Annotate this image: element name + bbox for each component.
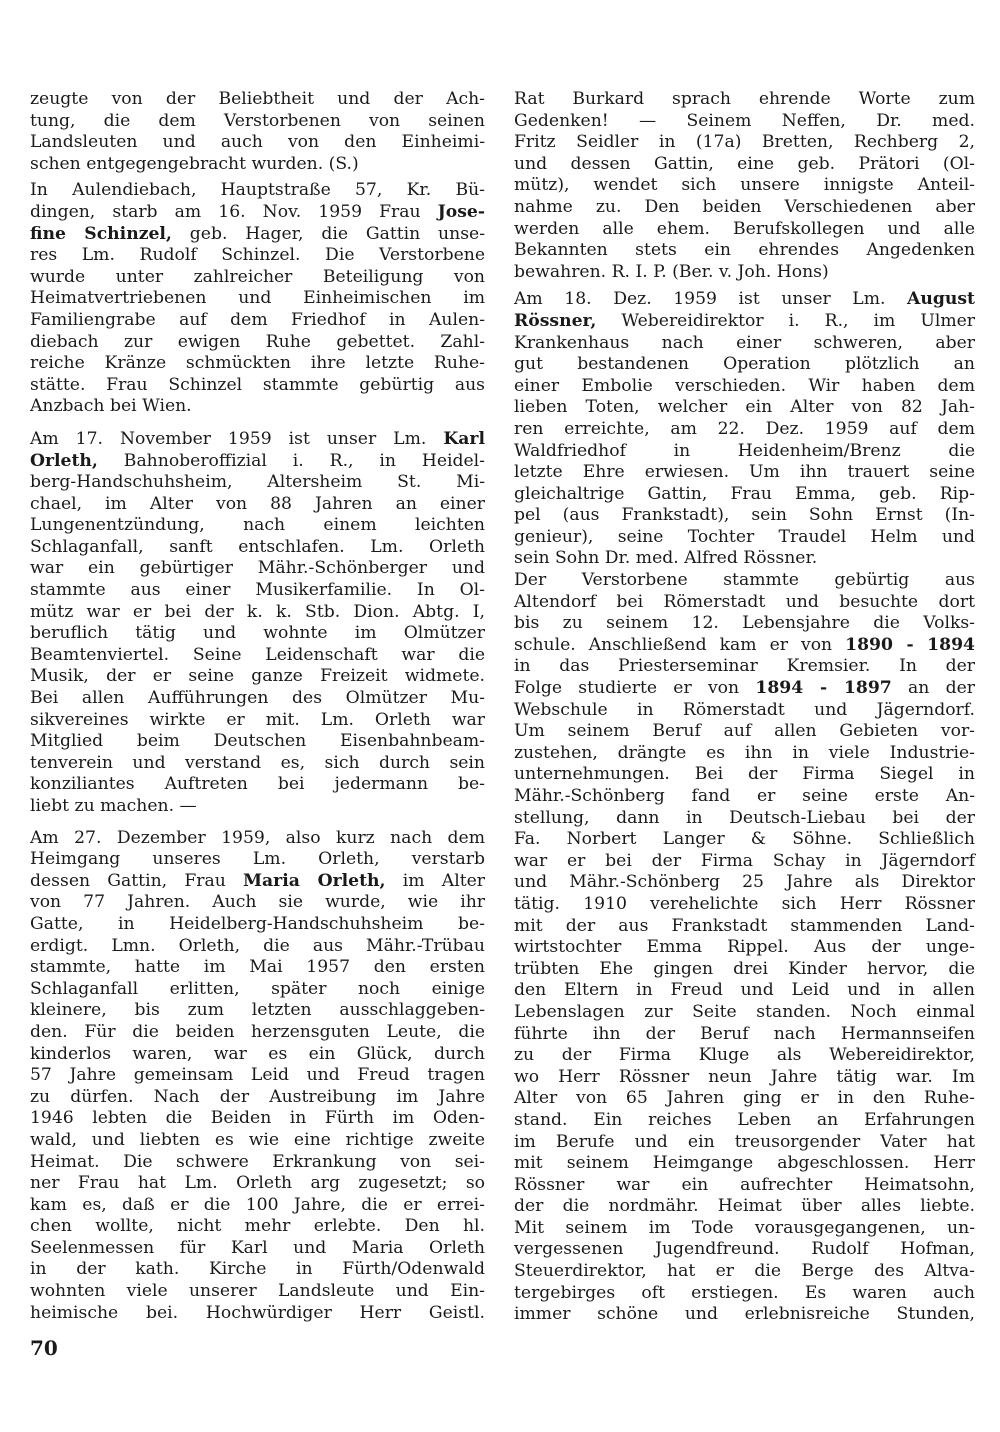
text-line: chen wollte, nicht mehr erlebte. Den hl. (30, 1216, 485, 1237)
text-line: Bei allen Aufführungen des Olmützer Mu- (30, 688, 485, 709)
text-line: tergebirges oft erstiegen. Es waren auch (514, 1282, 975, 1303)
text-line: stammte, hatte im Mai 1957 den ersten (30, 957, 485, 978)
text-line: von 77 Jahren. Auch sie wurde, wie ihr (30, 892, 485, 913)
text-line: tenverein und verstand es, sich durch sein (30, 752, 485, 773)
text-line: sein Sohn Dr. med. Alfred Rössner. (514, 548, 818, 569)
text-line: Lebenslagen zur Seite standen. Noch einmal (514, 1001, 975, 1022)
obituary-paragraph (30, 89, 485, 175)
text-line: vergessenen Jugendfreund. Rudolf Hofman, (514, 1239, 975, 1260)
text-line: war ein gebürtiger Mähr.-Schönberger und (30, 558, 485, 579)
text-line: unternehmungen. Bei der Firma Siegel in (514, 764, 975, 785)
left-column (30, 89, 485, 1324)
text-line: berg-Handschuhsheim, Altersheim St. Mi- (30, 472, 485, 493)
text-line: trübten Ehe gingen drei Kinder hervor, die (514, 958, 975, 979)
text-line: In Aulendiebach, Hauptstraße 57, Kr. Bü- (30, 180, 485, 201)
text-line: beruflich tätig und wohnte im Olmützer (30, 623, 485, 644)
text-line: führte ihn der Beruf nach Hermannseifen (514, 1023, 975, 1044)
obituary-paragraph (30, 828, 485, 1325)
text-line: Der Verstorbene stammte gebürtig aus (514, 570, 975, 591)
text-line: Waldfriedhof in Heidenheim/Brenz die (514, 440, 975, 461)
text-line: werden alle ehem. Berufskollegen und alle (514, 218, 975, 239)
text-line: immer schöne und erlebnisreiche Stunden, (514, 1304, 975, 1325)
text-line: und Mähr.-Schönberg 25 Jahre als Direktor (514, 872, 975, 893)
text-line: Am 17. November 1959 ist unser Lm. Karl (30, 428, 485, 449)
text-line: konziliantes Auftreten bei jedermann be- (30, 774, 485, 795)
text-line: mütz war er bei der k. k. Stb. Dion. Abtg. I, (30, 601, 485, 622)
text-line: Lungenentzündung, nach einem leichten (30, 515, 485, 536)
text-line: Mit seinem im Tode vorausgegangenen, un- (514, 1217, 975, 1238)
bold-name: 1894 - 1897 (755, 678, 892, 699)
text-line: in der kath. Kirche in Fürth/Odenwald (30, 1259, 485, 1280)
text-line: Anzbach bei Wien. (30, 396, 192, 417)
text-line: Landsleuten und auch von den Einheimi- (30, 132, 485, 153)
obituary-paragraph (30, 429, 485, 818)
text-line: mit der aus Frankstadt stammenden Land- (514, 915, 975, 936)
text-line: reiche Kränze schmückten ihre letzte Ruhe- (30, 353, 485, 374)
text-line: res Lm. Rudolf Schinzel. Die Verstorbene (30, 245, 485, 266)
text-line: Heimat. Die schwere Erkrankung von sei- (30, 1151, 485, 1172)
text-line: diebach zur ewigen Ruhe gebettet. Zahl- (30, 331, 485, 352)
text-line: Mähr.-Schönberg fand er seine erste An- (514, 786, 975, 806)
text-line: den. Für die beiden herzensguten Leute, die (30, 1021, 485, 1042)
text-line: Am 18. Dez. 1959 ist unser Lm. August (514, 289, 975, 310)
obituary-paragraph (514, 89, 975, 283)
page-number: 70 (30, 1336, 58, 1360)
text-line: Schlaganfall, sanft entschlafen. Lm. Orleth (30, 536, 485, 557)
text-line: liebt zu machen. — (30, 796, 197, 816)
text-line: Rössner, Webereidirektor i. R., im Ulmer (514, 310, 975, 331)
text-line: zeugte von der Beliebtheit und der Ach- (30, 89, 485, 109)
text-line: stand. Ein reiches Leben an Erfahrungen (514, 1109, 975, 1130)
text-line: tätig. 1910 verehelichte sich Herr Rössner (514, 893, 975, 914)
text-line: der die nordmähr. Heimat über alles liebte. (514, 1196, 975, 1217)
text-line: kinderlos waren, war es ein Glück, durch (30, 1043, 485, 1064)
text-line: Gedenken! — Seinem Neffen, Dr. med. (514, 110, 975, 131)
text-line: dingen, starb am 16. Nov. 1959 Frau Jose- (30, 201, 485, 222)
text-line: heimische bei. Hochwürdiger Herr Geistl. (30, 1302, 485, 1323)
text-line: zustehen, drängte es ihn in viele Industrie- (514, 742, 975, 763)
text-line: Schlaganfall erlitten, später noch einige (30, 978, 485, 999)
text-line: pel (aus Frankstadt), sein Sohn Ernst (In- (514, 505, 975, 526)
bold-name: Maria Orleth, (243, 870, 386, 891)
text-line: stätte. Frau Schinzel stammte gebürtig aus (30, 374, 485, 395)
text-line: wald, und liebten es wie eine richtige zweite (30, 1129, 485, 1150)
text-line: dessen Gattin, Frau Maria Orleth, im Alter (30, 870, 485, 891)
text-line: stammte aus einer Musikerfamilie. In Ol- (30, 580, 485, 601)
text-line: Folge studierte er von 1894 - 1897 an der (514, 678, 975, 699)
text-line: 1946 lebten die Beiden in Fürth im Oden- (30, 1108, 485, 1129)
text-line: zu der Firma Kluge als Webereidirektor, (514, 1045, 975, 1066)
obituary-paragraph (514, 289, 975, 570)
bold-name: Karl (443, 428, 485, 449)
text-line: erdigt. Lmn. Orleth, die aus Mähr.-Trübau (30, 935, 485, 956)
text-line: letzte Ehre erwiesen. Um ihn trauert seine (514, 462, 975, 483)
text-line: wo Herr Rössner neun Jahre tätig war. Im (514, 1066, 975, 1087)
obituary-paragraph (30, 180, 485, 418)
text-line: Fa. Norbert Langer & Söhne. Schließlich (514, 829, 975, 850)
text-line: bis zu seinem 12. Lebensjahre die Volks- (514, 613, 975, 634)
text-line: sikvereines wirkte er mit. Lm. Orleth war (30, 709, 485, 730)
text-line: einer Embolie verschieden. Wir haben dem (514, 375, 975, 396)
text-line: lieben Toten, welcher ein Alter von 82 Jah- (514, 397, 975, 418)
bold-name: Orleth, (30, 450, 98, 471)
text-line: mütz), wendet sich unsere innigste Anteil- (514, 175, 975, 196)
bold-name: fine Schinzel, (30, 223, 172, 244)
text-line: gut bestandenen Operation plötzlich an (514, 354, 975, 375)
text-line: genieur), seine Tochter Traudel Helm und (514, 526, 975, 547)
text-line: und dessen Gattin, eine geb. Prätori (Ol- (514, 153, 975, 174)
bold-name: Rössner, (514, 310, 597, 331)
text-line: den Eltern in Freud und Leid und in allen (514, 980, 975, 1001)
text-line: wurde unter zahlreicher Beteiligung von (30, 266, 485, 287)
text-line: Rat Burkard sprach ehrende Worte zum (514, 89, 975, 109)
text-line: Heimatvertriebenen und Einheimischen im (30, 288, 485, 309)
text-line: zu dürfen. Nach der Austreibung im Jahre (30, 1086, 485, 1107)
text-line: Bekannten stets ein ehrendes Angedenken (514, 240, 975, 261)
text-line: kleinere, bis zum letzten ausschlaggeben- (30, 1000, 485, 1021)
text-line: Webschule in Römerstadt und Jägerndorf. (514, 699, 975, 720)
text-line: Mitglied beim Deutschen Eisenbahnbeam- (30, 731, 485, 752)
text-line: in das Priesterseminar Kremsier. In der (514, 656, 975, 677)
text-line: wohnten viele unserer Landsleute und Ein- (30, 1281, 485, 1302)
text-line: Orleth, Bahnoberoffizial i. R., in Heidel- (30, 450, 485, 471)
text-line: Beamtenviertel. Seine Leidenschaft war die (30, 644, 485, 665)
text-line: kam es, daß er die 100 Jahre, die er errei- (30, 1194, 485, 1215)
text-line: schule. Anschließend kam er von 1890 - 1894 (514, 634, 975, 655)
text-line: nahme zu. Den beiden Verschiedenen aber (514, 196, 975, 217)
text-line: Fritz Seidler in (17a) Bretten, Rechberg 2, (514, 132, 975, 153)
text-line: Musik, der er seine ganze Freizeit widmete. (30, 666, 485, 687)
text-line: im Berufe und ein treusorgender Vater hat (514, 1131, 975, 1152)
text-line: chael, im Alter von 88 Jahren an einer (30, 493, 485, 514)
text-line: gleichaltrige Gattin, Frau Emma, geb. Rip- (514, 483, 975, 504)
text-line: schen entgegengebracht wurden. (S.) (30, 153, 359, 174)
text-line: fine Schinzel, geb. Hager, die Gattin unse- (30, 223, 485, 244)
text-line: wirtstochter Emma Rippel. Aus der unge- (514, 937, 975, 958)
text-line: Altendorf bei Römerstadt und besuchte dort (514, 591, 975, 612)
text-line: Seelenmessen für Karl und Maria Orleth (30, 1237, 485, 1258)
text-line: Alter von 65 Jahren ging er in den Ruhe- (514, 1088, 975, 1109)
text-line: stellung, dann in Deutsch-Liebau bei der (514, 807, 975, 828)
text-line: Rössner war ein aufrechter Heimatsohn, (514, 1174, 975, 1195)
obituary-paragraph (514, 570, 975, 1326)
text-line: mit seinem Heimgange abgeschlossen. Herr (514, 1153, 975, 1174)
text-line: Heimgang unseres Lm. Orleth, verstarb (30, 849, 485, 870)
text-line: Steuerdirektor, hat er die Berge des Altva- (514, 1261, 975, 1282)
text-line: 57 Jahre gemeinsam Leid und Freud tragen (30, 1065, 485, 1086)
text-line: Am 27. Dezember 1959, also kurz nach dem (30, 827, 485, 848)
bold-name: Jose- (437, 201, 485, 222)
bold-name: 1890 - 1894 (845, 634, 975, 655)
text-line: bewahren. R. I. P. (Ber. v. Joh. Hons) (514, 261, 829, 282)
right-column (514, 89, 975, 1326)
text-line: war er bei der Firma Schay in Jägerndorf (514, 850, 975, 871)
text-line: Gatte, in Heidelberg-Handschuhsheim be- (30, 913, 485, 934)
text-line: Krankenhaus nach einer schweren, aber (514, 332, 975, 353)
text-line: ren erreichte, am 22. Dez. 1959 auf dem (514, 418, 975, 439)
text-line: Familiengrabe auf dem Friedhof in Aulen- (30, 309, 485, 330)
text-line: ner Frau hat Lm. Orleth arg zugesetzt; so (30, 1173, 485, 1194)
text-line: tung, die dem Verstorbenen von seinen (30, 110, 485, 131)
text-line: Um seinem Beruf auf allen Gebieten vor- (514, 721, 975, 742)
bold-name: August (907, 289, 975, 310)
